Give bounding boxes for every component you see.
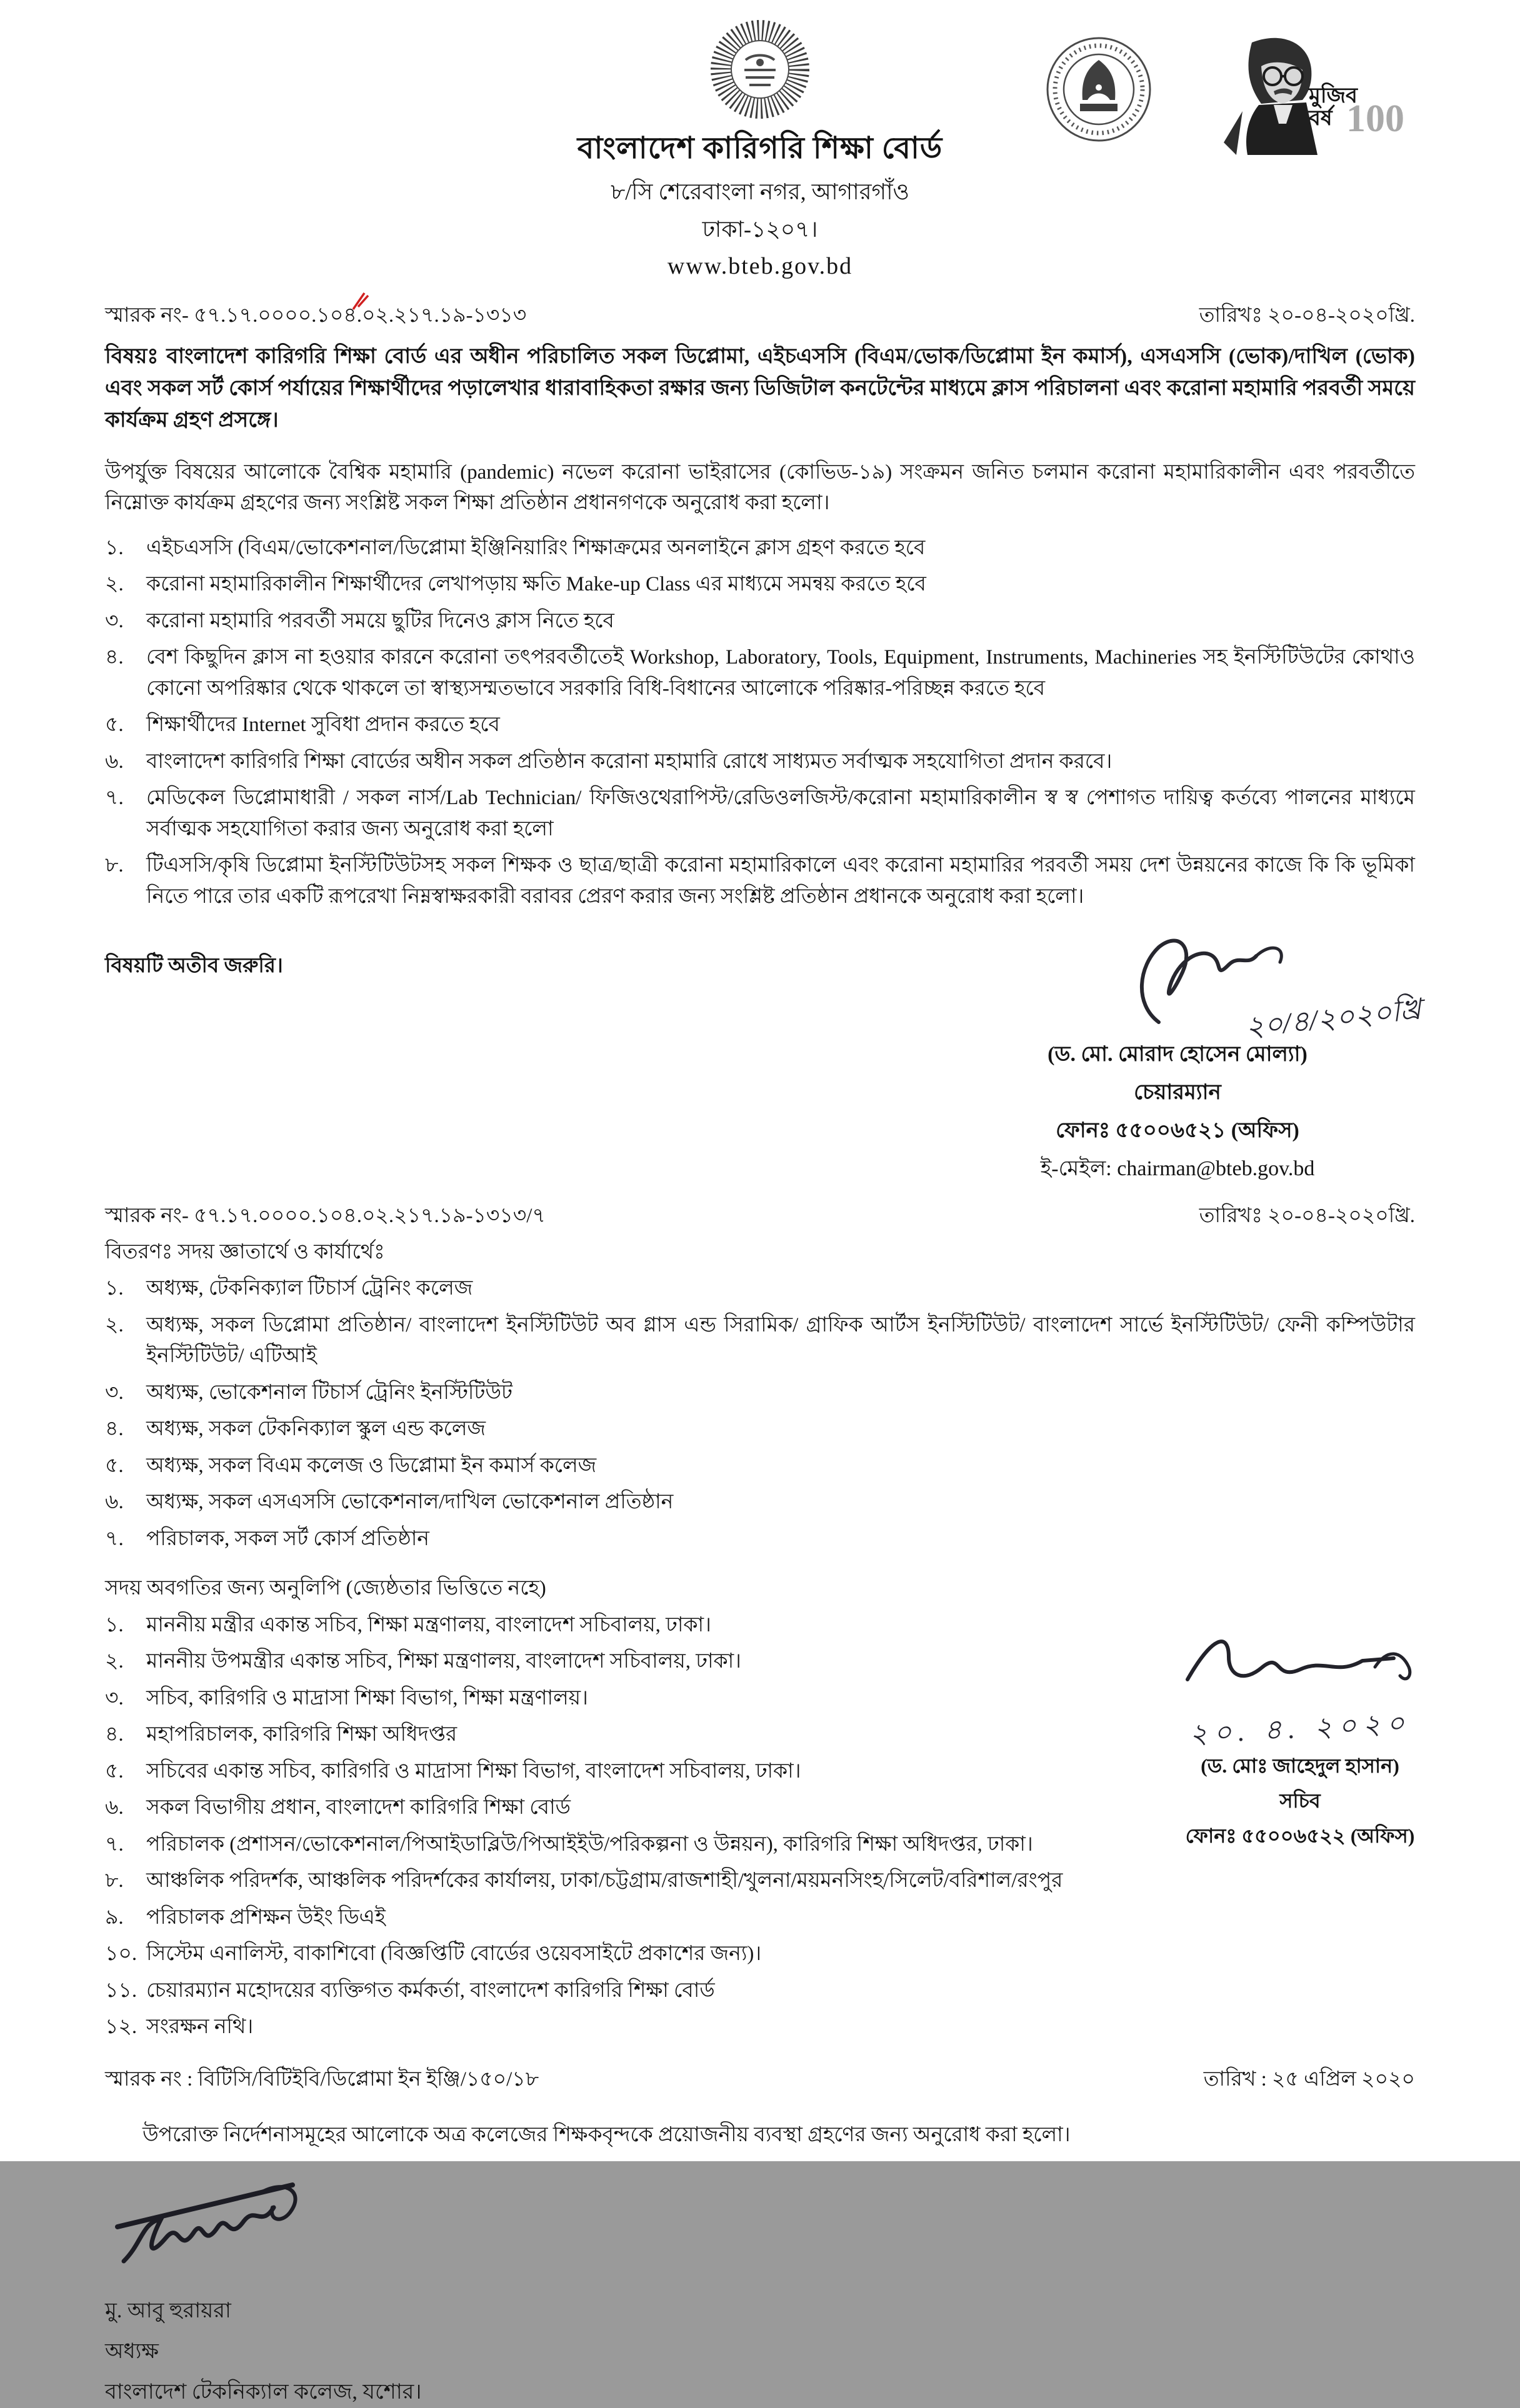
secretary-phone: ফোনঃ ৫৫০০৬৫২২ (অফিস) — [1185, 1824, 1415, 1847]
memo1-number — [105, 301, 526, 332]
red-tick-icon — [349, 291, 371, 313]
distribution-item — [105, 1487, 1415, 1518]
copies-heading: সদয় অবগতির জন্য অনুলিপি (জ্যেষ্ঠতার ভিত্তিতে নহে) — [105, 1577, 546, 1600]
chairman-handwritten-date: ২০/৪/২০২০খ্রি — [1243, 993, 1422, 1043]
directive-item — [105, 783, 1415, 845]
distribution-text: পরিচালক, সকল সর্ট কোর্স প্রতিষ্ঠান — [146, 1527, 429, 1550]
distribution-text: অধ্যক্ষ, সকল বিএম কলেজ ও ডিপ্লোমা ইন কমার্স কলেজ — [146, 1454, 597, 1477]
institution-seal-icon — [1042, 30, 1155, 165]
corner-logos — [1042, 30, 1404, 177]
directive-number: ৫. — [105, 714, 124, 736]
copy-item — [105, 1939, 1330, 1970]
memo3-number: স্মারক নং : বিটিসি/বিটিইবি/ডিপ্লোমা ইন ইঞ্জি/১৫০/১৮ — [105, 2067, 539, 2091]
directive-text: টিএসসি/কৃষি ডিপ্লোমা ইনস্টিটিউটসহ সকল শিক্ষক ও ছাত্র/ছাত্রী করোনা মহামারিকালে এবং করোনা মহামারির পরবর্তী সময় দেশ উন্নয়নের কাজে কি কি ভূমিকা নিতে পারে তার একটি রূপরেখা নিম্নস্বাক্ষরকারী বরাবর প্রেরণ করার জন্য সংশ্লিষ্ট প্রতিষ্ঠান প্রধানকে অনুরোধ করা হলো। — [146, 854, 1415, 908]
directive-text: বাংলাদেশ কারিগরি শিক্ষা বোর্ডের অধীন সকল প্রতিষ্ঠান করোনা মহামারি রোধে সাধ্যমত সর্বাত্মক সহযোগিতা প্রদান করবে। — [146, 750, 1112, 773]
principal-institute: বাংলাদেশ টেকনিক্যাল কলেজ, যশোর। — [105, 2380, 422, 2404]
copy-number: ৮. — [105, 1869, 124, 1892]
copy-number: ১২. — [105, 2016, 138, 2038]
distribution-number: ৩. — [105, 1381, 124, 1404]
copy-text: আঞ্চলিক পরিদর্শক, আঞ্চলিক পরিদর্শকের কার্যালয়, ঢাকা/চট্টগ্রাম/রাজশাহী/খুলনা/ময়মনসিংহ/সিলেট/বরিশাল/রংপুর — [146, 1869, 1063, 1892]
distribution-number: ৭. — [105, 1527, 124, 1550]
directive-number: ৪. — [105, 646, 124, 669]
mujib-logo-text-2: বর্ষ — [1309, 106, 1332, 130]
distribution-text: অধ্যক্ষ, সকল টেকনিক্যাল স্কুল এন্ড কলেজ — [146, 1418, 486, 1440]
chairman-phone: ফোনঃ ৫৫০০৬৫২১ (অফিস) — [1056, 1119, 1299, 1142]
copy-text: সচিব, কারিগরি ও মাদ্রাসা শিক্ষা বিভাগ, শিক্ষা মন্ত্রণালয়। — [146, 1686, 588, 1709]
chairman-email: ই-মেইল: chairman@bteb.gov.bd — [1040, 1157, 1315, 1180]
copy-number: ১০. — [105, 1943, 138, 1965]
distribution-number: ৫. — [105, 1454, 124, 1477]
directive-text: এইচএসসি (বিএম/ভোকেশনাল/ডিপ্লোমা ইঞ্জিনিয়ারিং শিক্ষাক্রমের অনলাইনে ক্লাস গ্রহণ করতে হবে — [146, 536, 926, 559]
memo1-row — [105, 301, 1415, 332]
directive-text: করোনা মহামারিকালীন শিক্ষার্থীদের লেখাপড়ায় ক্ষতি Make-up Class এর মাধ্যমে সমন্বয় করতে হবে — [146, 573, 926, 595]
secretary-block — [1100, 1623, 1500, 1851]
org-name: বাংলাদেশ কারিগরি শিক্ষা বোর্ড — [577, 132, 943, 165]
copy-text: সচিবের একান্ত সচিব, কারিগরি ও মাদ্রাসা শিক্ষা বিভাগ, বাংলাদেশ সচিবালয়, ঢাকা। — [146, 1759, 801, 1783]
distribution-text: অধ্যক্ষ, সকল ডিপ্লোমা প্রতিষ্ঠান/ বাংলাদেশ ইনস্টিটিউট অব গ্লাস এন্ড সিরামিক/ গ্রাফিক আর্টস ইনস্টিটিউট/ বাংলাদেশ সার্ভে ইনস্টিটিউট/ ফেনী কম্পিউটার ইনস্টিটিউট/ এটিআই — [146, 1313, 1415, 1367]
urgent-note: বিষয়টি অতীব জরুরি। — [105, 955, 283, 977]
copy-text: চেয়ারম্যান মহোদয়ের ব্যক্তিগত কর্মকর্তা, বাংলাদেশ কারিগরি শিক্ষা বোর্ড — [146, 1979, 715, 2002]
copy-number: ৭. — [105, 1833, 124, 1856]
memo2-date: তারিখঃ ২০-০৪-২০২০খ্রি. — [1199, 1205, 1415, 1227]
distribution-text: অধ্যক্ষ, টেকনিক্যাল টিচার্স ট্রেনিং কলেজ — [146, 1277, 473, 1300]
copy-item — [105, 1976, 1330, 2007]
directive-item — [105, 710, 1415, 741]
directive-number: ১. — [105, 536, 124, 559]
chairman-title: চেয়ারম্যান — [1134, 1081, 1221, 1104]
memo1-number-text: স্মারক নং- ৫৭.১৭.০০০০.১০৪.০২.২১৭.১৯-১৩১৩ — [105, 304, 527, 327]
memo1-date: তারিখঃ ২০-০৪-২০২০খ্রি. — [1199, 304, 1415, 327]
distribution-item — [105, 1524, 1415, 1555]
copy-number: ১১. — [105, 1979, 138, 2002]
distribution-heading: বিতরণঃ সদয় জ্ঞাতার্থে ও কার্যার্থেঃ — [105, 1240, 385, 1263]
copy-number: ২. — [105, 1650, 124, 1673]
directive-text: মেডিকেল ডিপ্লোমাধারী / সকল নার্স/Lab Technician/ ফিজিওথেরাপিস্ট/রেডিওলজিস্ট/করোনা মহামারিকালীন স্ব স্ব পেশাগত দায়িত্ব কর্তব্যে পালনের মাধ্যমে সর্বাত্মক সহযোগিতা করার জন্য অনুরোধ করা হলো — [146, 787, 1415, 840]
secretary-signature-icon — [1169, 1623, 1431, 1698]
directive-item — [105, 606, 1415, 637]
distribution-item — [105, 1451, 1415, 1482]
forward-note: উপরোক্ত নির্দেশনাসমূহের আলোকে অত্র কলেজের শিক্ষকবৃন্দকে প্রয়োজনীয় ব্যবস্থা গ্রহণের জন্য অনুরোধ করা হলো। — [142, 2124, 1071, 2146]
address-line-2: ঢাকা-১২০৭। — [702, 217, 818, 242]
distribution-number: ৪. — [105, 1418, 124, 1440]
address-line-1: ৮/সি শেরেবাংলা নগর, আগারগাঁও — [610, 179, 910, 204]
copy-number: ৬. — [105, 1796, 124, 1819]
copy-text: সকল বিভাগীয় প্রধান, বাংলাদেশ কারিগরি শিক্ষা বোর্ড — [146, 1796, 571, 1819]
copy-number: ৯. — [105, 1906, 124, 1929]
copy-number: ৫. — [105, 1759, 124, 1783]
memo2-number: স্মারক নং- ৫৭.১৭.০০০০.১০৪.০২.২১৭.১৯-১৩১৩/৭ — [105, 1205, 546, 1227]
directive-number: ৩. — [105, 609, 124, 632]
copy-text: পরিচালক (প্রশাসন/ভোকেশনাল/পিআইডাব্লিউ/পিআইইউ/পরিকল্পনা ও উন্নয়ন), কারিগরি শিক্ষা অধিদপ্তর, ঢাকা। — [146, 1833, 1033, 1856]
distribution-number: ২. — [105, 1313, 124, 1336]
mujib100-logo-icon — [1199, 30, 1404, 177]
copy-number: ৩. — [105, 1686, 124, 1709]
copy-item — [105, 1866, 1330, 1897]
secretary-title: সচিব — [1279, 1789, 1321, 1812]
distribution-item — [105, 1273, 1415, 1305]
distribution-item — [105, 1310, 1415, 1372]
directive-text: বেশ কিছুদিন ক্লাস না হওয়ার কারনে করোনা তৎপরবর্তীতেই Workshop, Laboratory, Tools, Equipment, Instruments, Machineries সহ ইনস্টিটিউটের কোথাও কোনো অপরিষ্কার থেকে থাকলে তা স্বাস্থ্যসম্মতভাবে সরকারি বিধি-বিধানের আলোকে পরিষ্কার-পরিচ্ছন্ন করতে হবে — [146, 646, 1415, 700]
directive-item — [105, 533, 1415, 564]
directive-text: শিক্ষার্থীদের Internet সুবিধা প্রদান করতে হবে — [146, 714, 500, 736]
directive-item — [105, 747, 1415, 778]
mujib-logo-100: 100 — [1346, 97, 1404, 140]
copy-number: ৪. — [105, 1723, 124, 1746]
principal-block — [105, 2167, 1415, 2408]
distribution-number: ১. — [105, 1277, 124, 1300]
directive-number: ৭. — [105, 787, 124, 809]
directive-item — [105, 569, 1415, 600]
directive-text: করোনা মহামারি পরবর্তী সময়ে ছুটির দিনেও ক্লাস নিতে হবে — [146, 609, 614, 632]
directive-number: ৮. — [105, 854, 124, 877]
distribution-number: ৬. — [105, 1491, 124, 1513]
distribution-item — [105, 1378, 1415, 1409]
memo2-row — [105, 1201, 1415, 1232]
bteb-starburst-seal-icon — [707, 16, 813, 122]
distribution-text: অধ্যক্ষ, ভোকেশনাল টিচার্স ট্রেনিং ইনস্টিটিউট — [146, 1381, 513, 1404]
copy-text: মহাপরিচালক, কারিগরি শিক্ষা অধিদপ্তর — [146, 1723, 458, 1746]
directive-number: ২. — [105, 573, 124, 595]
memo3-row — [105, 2064, 1415, 2096]
subject-paragraph: বিষয়ঃ বাংলাদেশ কারিগরি শিক্ষা বোর্ড এর অধীন পরিচালিত সকল ডিপ্লোমা, এইচএসসি (বিএম/ভোক/ডিপ্লোমা ইন কমার্স), এসএসসি (ভোক)/দাখিল (ভোক) এবং সকল সর্ট কোর্স পর্যায়ের শিক্ষার্থীদের পড়ালেখার ধারাবাহিকতা রক্ষার জন্য ডিজিটাল কনটেন্টের মাধ্যমে ক্লাস পরিচালনা এবং করোনা মহামারি পরবর্তী সময়ে কার্যক্রম গ্রহণ প্রসঙ্গে। — [105, 344, 1415, 432]
copy-number: ১. — [105, 1613, 124, 1636]
distribution-item — [105, 1414, 1415, 1445]
mujib-logo-text-1: মুজিব — [1309, 84, 1358, 107]
principal-signature-icon — [105, 2167, 392, 2286]
secretary-handwritten-date: ২০. ৪. ২০২০ — [1188, 1707, 1412, 1749]
directive-list — [105, 533, 1415, 913]
copy-text: সিস্টেম এনালিস্ট, বাকাশিবো (বিজ্ঞপ্তিটি বোর্ডের ওয়েবসাইটে প্রকাশের জন্য)। — [146, 1943, 762, 1965]
chairman-name: (ড. মো. মোরাদ হোসেন মোল্যা) — [1048, 1043, 1308, 1066]
copy-text: মাননীয় মন্ত্রীর একান্ত সচিব, শিক্ষা মন্ত্রণালয়, বাংলাদেশ সচিবালয়, ঢাকা। — [146, 1613, 711, 1636]
memo3-date: তারিখ : ২৫ এপ্রিল ২০২০ — [1203, 2067, 1415, 2091]
urgent-and-signature-row — [105, 928, 1422, 1185]
website-text: www.bteb.gov.bd — [667, 253, 853, 279]
distribution-text: অধ্যক্ষ, সকল এসএসসি ভোকেশনাল/দাখিল ভোকেশনাল প্রতিষ্ঠান — [146, 1491, 674, 1513]
directive-number: ৬. — [105, 750, 124, 773]
principal-title: অধ্যক্ষ — [105, 2339, 159, 2363]
principal-name: মু. আবু হুরায়রা — [105, 2299, 231, 2322]
copy-item — [105, 1903, 1330, 1934]
directive-item — [105, 642, 1415, 704]
chairman-block — [940, 928, 1422, 1185]
copy-text: পরিচালক প্রশিক্ষন উইং ডিএই — [146, 1906, 386, 1929]
copy-item — [105, 2012, 1330, 2043]
secretary-name: (ড. মোঃ জাহেদুল হাসান) — [1201, 1754, 1399, 1777]
intro-paragraph: উপর্যুক্ত বিষয়ের আলোকে বৈশ্বিক মহামারি (pandemic) নভেল করোনা ভাইরাসের (কোভিড-১৯) সংক্রমন জনিত চলমান করোনা মহামারিকালীন এবং পরবর্তীতে নিম্নোক্ত কার্যক্রম গ্রহণের জন্য সংশ্লিষ্ট সকল শিক্ষা প্রতিষ্ঠান প্রধানগণকে অনুরোধ করা হলো। — [105, 460, 1415, 514]
distribution-list — [105, 1273, 1415, 1555]
copy-text: মাননীয় উপমন্ত্রীর একান্ত সচিব, শিক্ষা মন্ত্রণালয়, বাংলাদেশ সচিবালয়, ঢাকা। — [146, 1650, 741, 1673]
directive-item — [105, 850, 1415, 912]
copy-text: সংরক্ষন নথি। — [146, 2016, 254, 2038]
